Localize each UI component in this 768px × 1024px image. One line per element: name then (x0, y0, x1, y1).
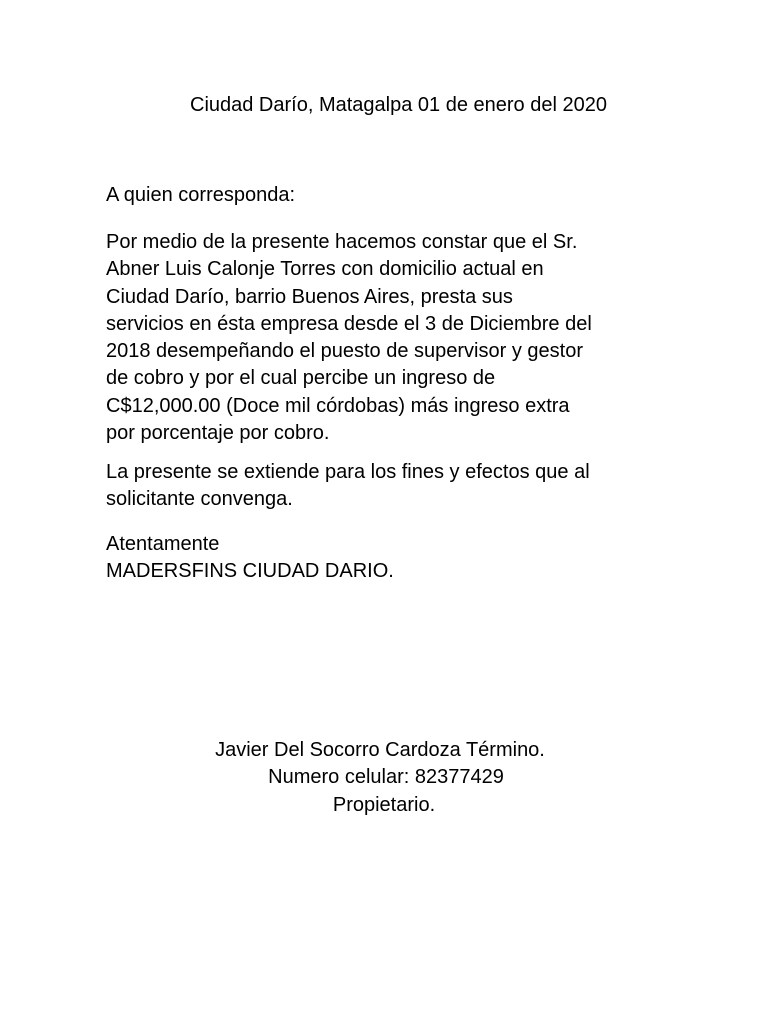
signer-role: Propietario. (332, 793, 436, 816)
body-paragraph-1 (106, 229, 592, 447)
body-paragraph-1-line: 2018 desempeñando el puesto de supervisor y gestor (106, 340, 583, 363)
body-paragraph-1-line: por porcentaje por cobro. (106, 422, 330, 445)
body-paragraph-1-line: Por medio de la presente hacemos constar que el Sr. (106, 231, 578, 253)
body-paragraph-2 (106, 459, 590, 514)
body-paragraph-2-line: La presente se extiende para los fines y efectos que al (106, 461, 590, 483)
valediction: Atentamente (106, 533, 220, 555)
body-paragraph-2-line: solicitante convenga. (106, 488, 293, 511)
body-paragraph-1-line: Ciudad Darío, barrio Buenos Aires, presta sus (106, 285, 513, 308)
signer-phone: Numero celular: 82377429 (268, 766, 504, 789)
closing-block (106, 531, 394, 586)
body-paragraph-1-line: de cobro y por el cual percibe un ingreso de (106, 367, 496, 390)
body-paragraph-1-line: Abner Luis Calonje Torres con domicilio actual en (106, 258, 544, 281)
body-paragraph-1-line: servicios en ésta empresa desde el 3 de Diciembre del (106, 312, 592, 335)
salutation: A quien corresponda: (106, 184, 296, 206)
date-line: Ciudad Darío, Matagalpa 01 de enero del 2020 (190, 94, 607, 116)
signature-block (0, 737, 768, 819)
signer-name: Javier Del Socorro Cardoza Término. (215, 739, 545, 761)
body-paragraph-1-line: C$12,000.00 (Doce mil córdobas) más ingreso extra (106, 394, 570, 417)
company-name: MADERSFINS CIUDAD DARIO. (106, 560, 394, 583)
